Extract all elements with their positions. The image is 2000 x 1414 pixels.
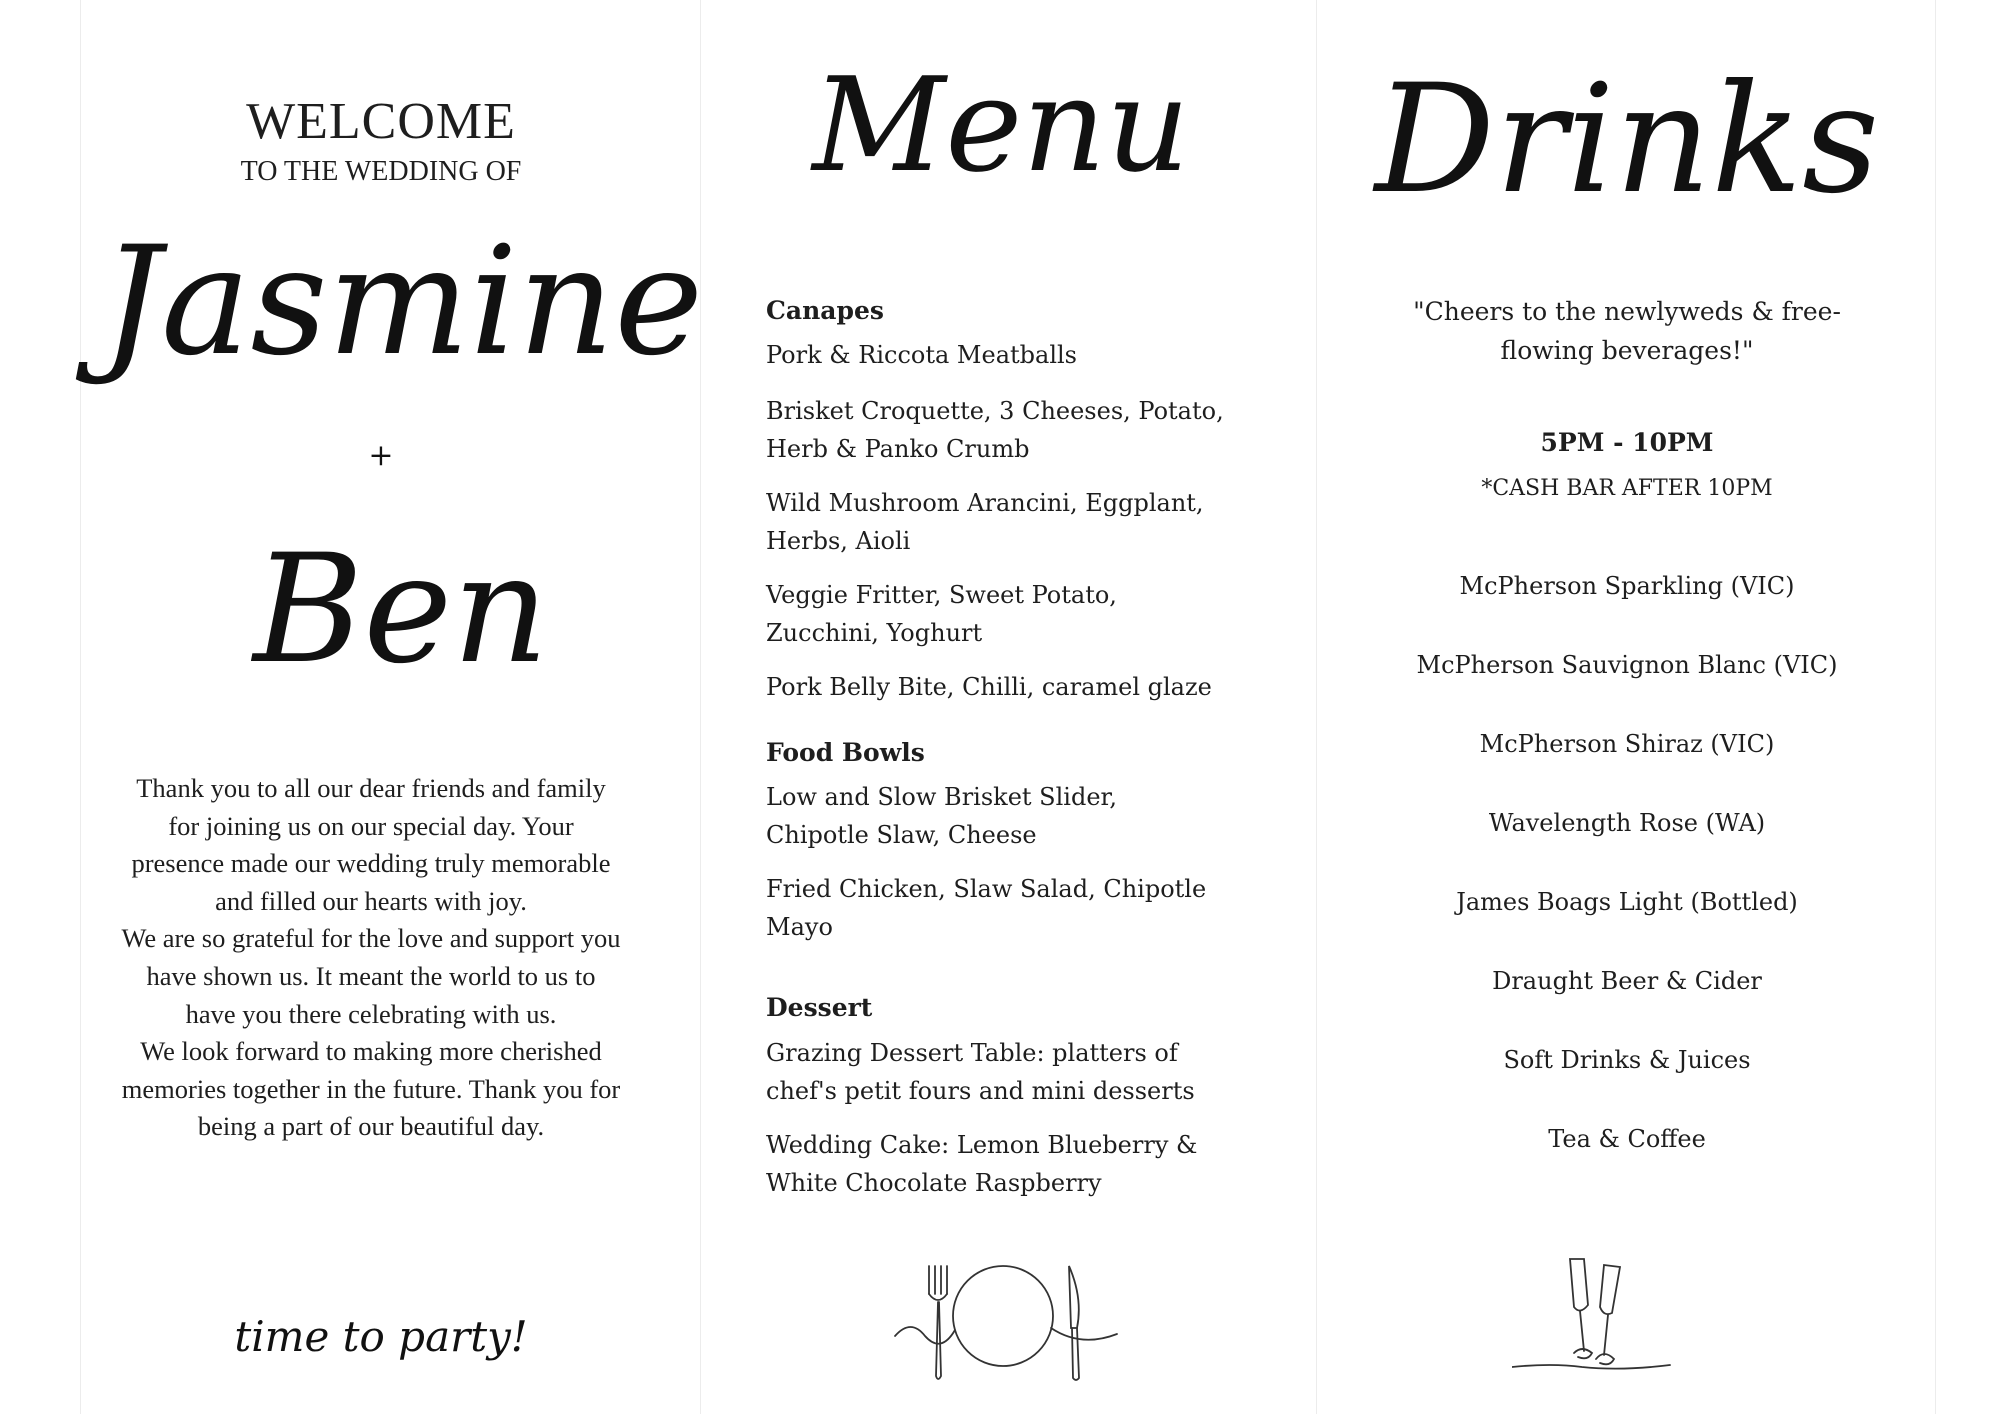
drinks-quote: "Cheers to the newlyweds & free-flowing beverages!"	[1413, 297, 1841, 365]
drink-item: McPherson Sparkling (VIC)	[1459, 572, 1795, 600]
thank-you-paragraph: We are so grateful for the love and support you have shown us. It meant the world to us to have you there celebrating with us.	[121, 923, 621, 1029]
signoff-text: time to party!	[234, 1312, 528, 1361]
drinks-panel	[1316, 0, 1936, 1414]
menu-title: Menu	[812, 49, 1190, 201]
drink-item: Soft Drinks & Juices	[1503, 1046, 1751, 1074]
menu-item: Veggie Fritter, Sweet Potato, Zucchini, Yoghurt	[766, 581, 1117, 647]
drinks-title: Drinks	[1374, 53, 1880, 227]
menu-item: Pork Belly Bite, Chilli, caramel glaze	[766, 673, 1212, 701]
thank-you-paragraph: We look forward to making more cherished memories together in the future. Thank you for being a part of our beautiful day.	[121, 1036, 621, 1142]
drink-item: McPherson Sauvignon Blanc (VIC)	[1416, 651, 1838, 679]
thank-you-paragraph: Thank you to all our dear friends and family for joining us on our special day. Your presence made our wedding truly memorable and filled our hearts with joy.	[131, 773, 611, 916]
section-title-food-bowls: Food Bowls	[766, 738, 925, 767]
menu-item: Grazing Dessert Table: platters of chef's petit fours and mini desserts	[766, 1039, 1195, 1105]
section-title-canapes: Canapes	[766, 296, 884, 325]
menu-item: Brisket Croquette, 3 Cheeses, Potato, Herb & Panko Crumb	[766, 397, 1224, 463]
drink-item: Wavelength Rose (WA)	[1488, 809, 1766, 837]
section-title-dessert: Dessert	[766, 993, 873, 1022]
plate-cutlery-icon	[891, 1258, 1121, 1388]
champagne-glasses-icon	[1512, 1255, 1672, 1385]
welcome-subheading: TO THE WEDDING OF	[240, 156, 522, 187]
drink-item: McPherson Shiraz (VIC)	[1479, 730, 1775, 758]
plus-sign: +	[368, 438, 394, 473]
welcome-heading: WELCOME	[246, 93, 516, 150]
menu-item: Wild Mushroom Arancini, Eggplant, Herbs, Aioli	[766, 489, 1204, 555]
menu-panel	[700, 0, 1316, 1414]
cash-bar-note: *CASH BAR AFTER 10PM	[1481, 476, 1773, 501]
bride-name: Jasmine	[101, 215, 704, 389]
thank-you-message	[121, 770, 621, 1146]
drink-item: Draught Beer & Cider	[1492, 967, 1762, 995]
bar-hours: 5PM - 10PM	[1540, 428, 1714, 457]
menu-item: Low and Slow Brisket Slider, Chipotle Slaw, Cheese	[766, 783, 1117, 849]
welcome-panel	[80, 0, 704, 1414]
menu-item: Wedding Cake: Lemon Blueberry & White Chocolate Raspberry	[766, 1131, 1198, 1197]
drink-item: James Boags Light (Bottled)	[1456, 888, 1798, 916]
drink-item: Tea & Coffee	[1548, 1125, 1706, 1153]
groom-name: Ben	[253, 523, 549, 697]
menu-item: Fried Chicken, Slaw Salad, Chipotle Mayo	[766, 875, 1207, 941]
menu-item: Pork & Riccota Meatballs	[766, 341, 1077, 369]
